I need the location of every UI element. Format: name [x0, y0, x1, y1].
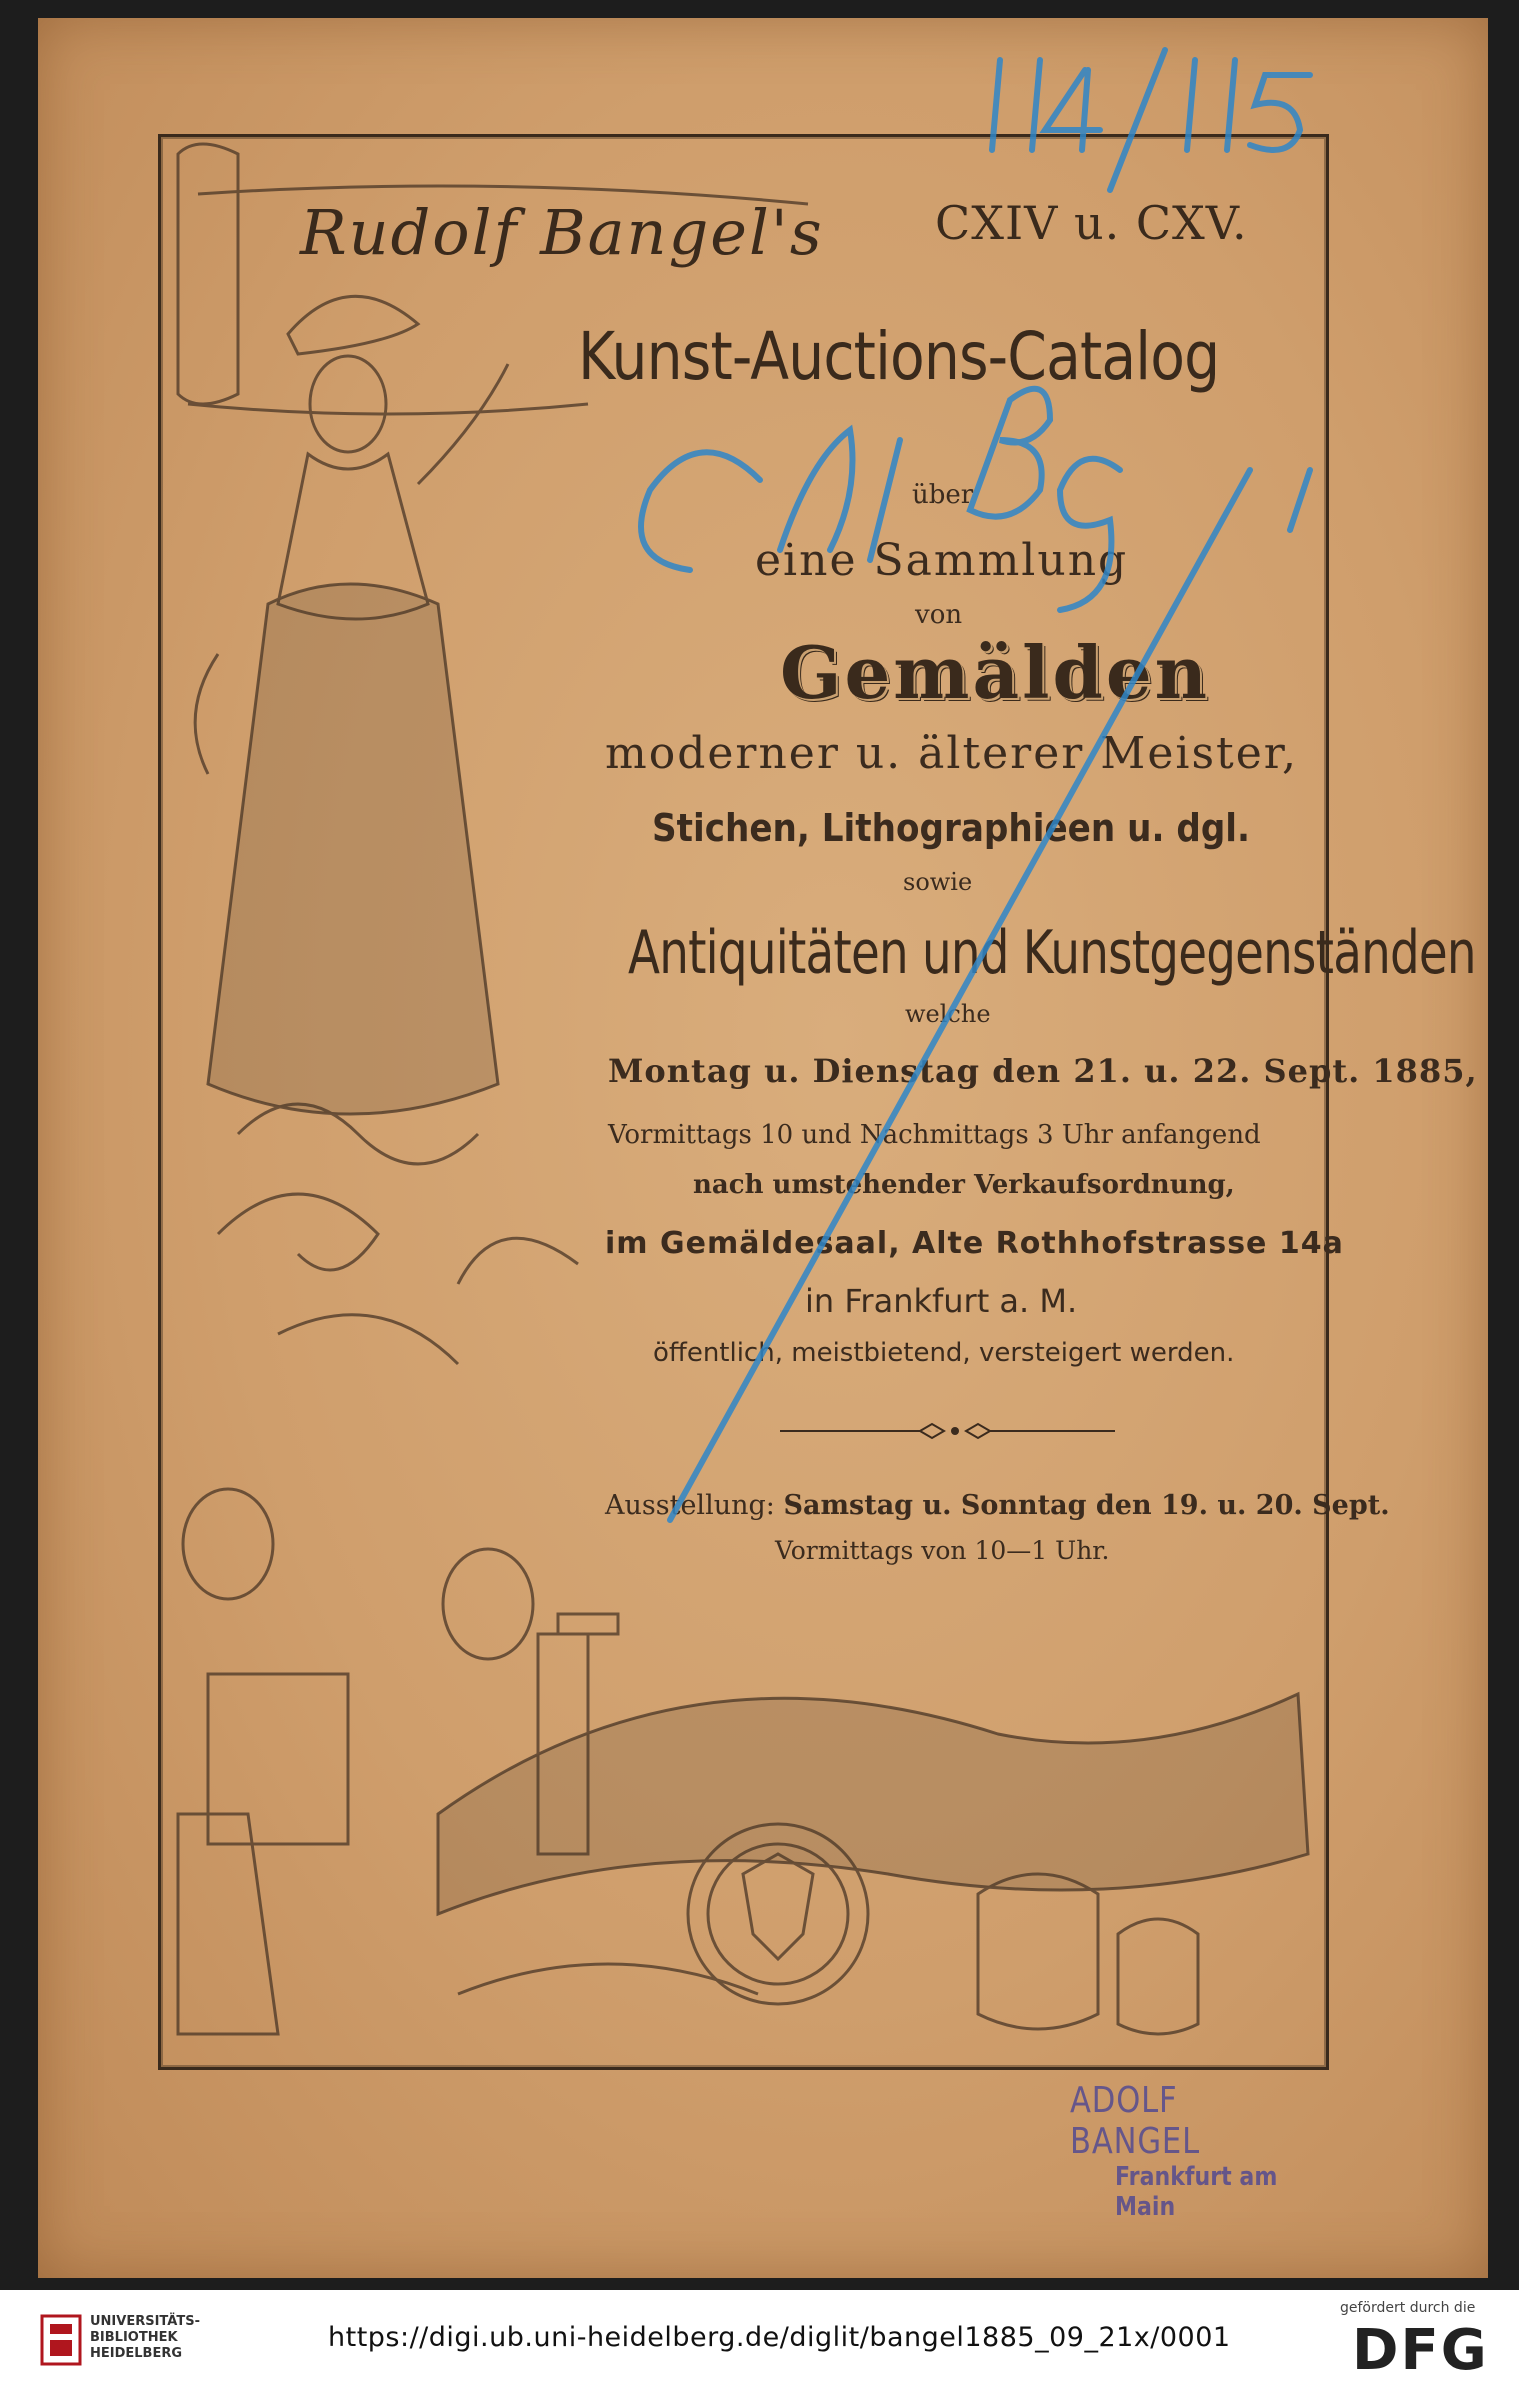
dfg-logo: DFG [1352, 2318, 1489, 2383]
exhibition-label: Ausstellung: [605, 1490, 775, 1521]
catalog-title: Kunst-Auctions-Catalog [578, 318, 1220, 395]
auction-dates: Montag u. Dienstag den 21. u. 22. Sept. 1885, [608, 1052, 1478, 1090]
library-stamp [1070, 2080, 1360, 2222]
heading-gemaelden: Gemälden [780, 630, 1210, 715]
text-verkaufsordnung: nach umstehender Verkaufsordnung, [693, 1170, 1235, 1200]
text-sammlung: eine Sammlung [755, 535, 1129, 586]
permalink-url[interactable]: https://digi.ub.uni-heidelberg.de/diglit/bangel1885_09_21x/0001 [328, 2322, 1231, 2353]
text-moderner: moderner u. älterer Meister, [605, 728, 1298, 779]
text-welche: welche [905, 1000, 991, 1028]
text-sowie: sowie [903, 868, 973, 896]
auction-city: in Frankfurt a. M. [805, 1282, 1078, 1320]
auction-venue: im Gemäldesaal, Alte Rothhofstrasse 14a [605, 1226, 1344, 1261]
library-line3: HEIDELBERG [90, 2346, 183, 2361]
text-ueber: über [912, 480, 974, 510]
text-stichen: Stichen, Lithographieen u. dgl. [652, 806, 1251, 850]
exhibition-days: Samstag u. Sonntag den 19. u. 20. Sept. [783, 1490, 1390, 1521]
text-versteigert: öffentlich, meistbietend, versteigert werden. [653, 1338, 1235, 1368]
catalog-number: CXIV u. CXV. [935, 196, 1248, 250]
library-line2: BIBLIOTHEK [90, 2330, 178, 2345]
heading-antiquitaeten: Antiquitäten und Kunstgegenständen [628, 918, 1476, 988]
university-name [90, 2314, 200, 2362]
auction-times: Vormittags 10 und Nachmittags 3 Uhr anfangend [608, 1120, 1261, 1150]
stamp-place: Frankfurt am Main [1115, 2162, 1278, 2222]
text-von: von [915, 600, 963, 630]
exhibition-hours: Vormittags von 10—1 Uhr. [775, 1536, 1110, 1565]
stamp-name: ADOLF BANGEL [1070, 2080, 1201, 2162]
library-line1: UNIVERSITÄTS- [90, 2314, 200, 2329]
university-logo-icon [40, 2310, 82, 2370]
funding-label: gefördert durch die [1340, 2300, 1476, 2316]
publisher-name: Rudolf Bangel's [300, 196, 824, 269]
